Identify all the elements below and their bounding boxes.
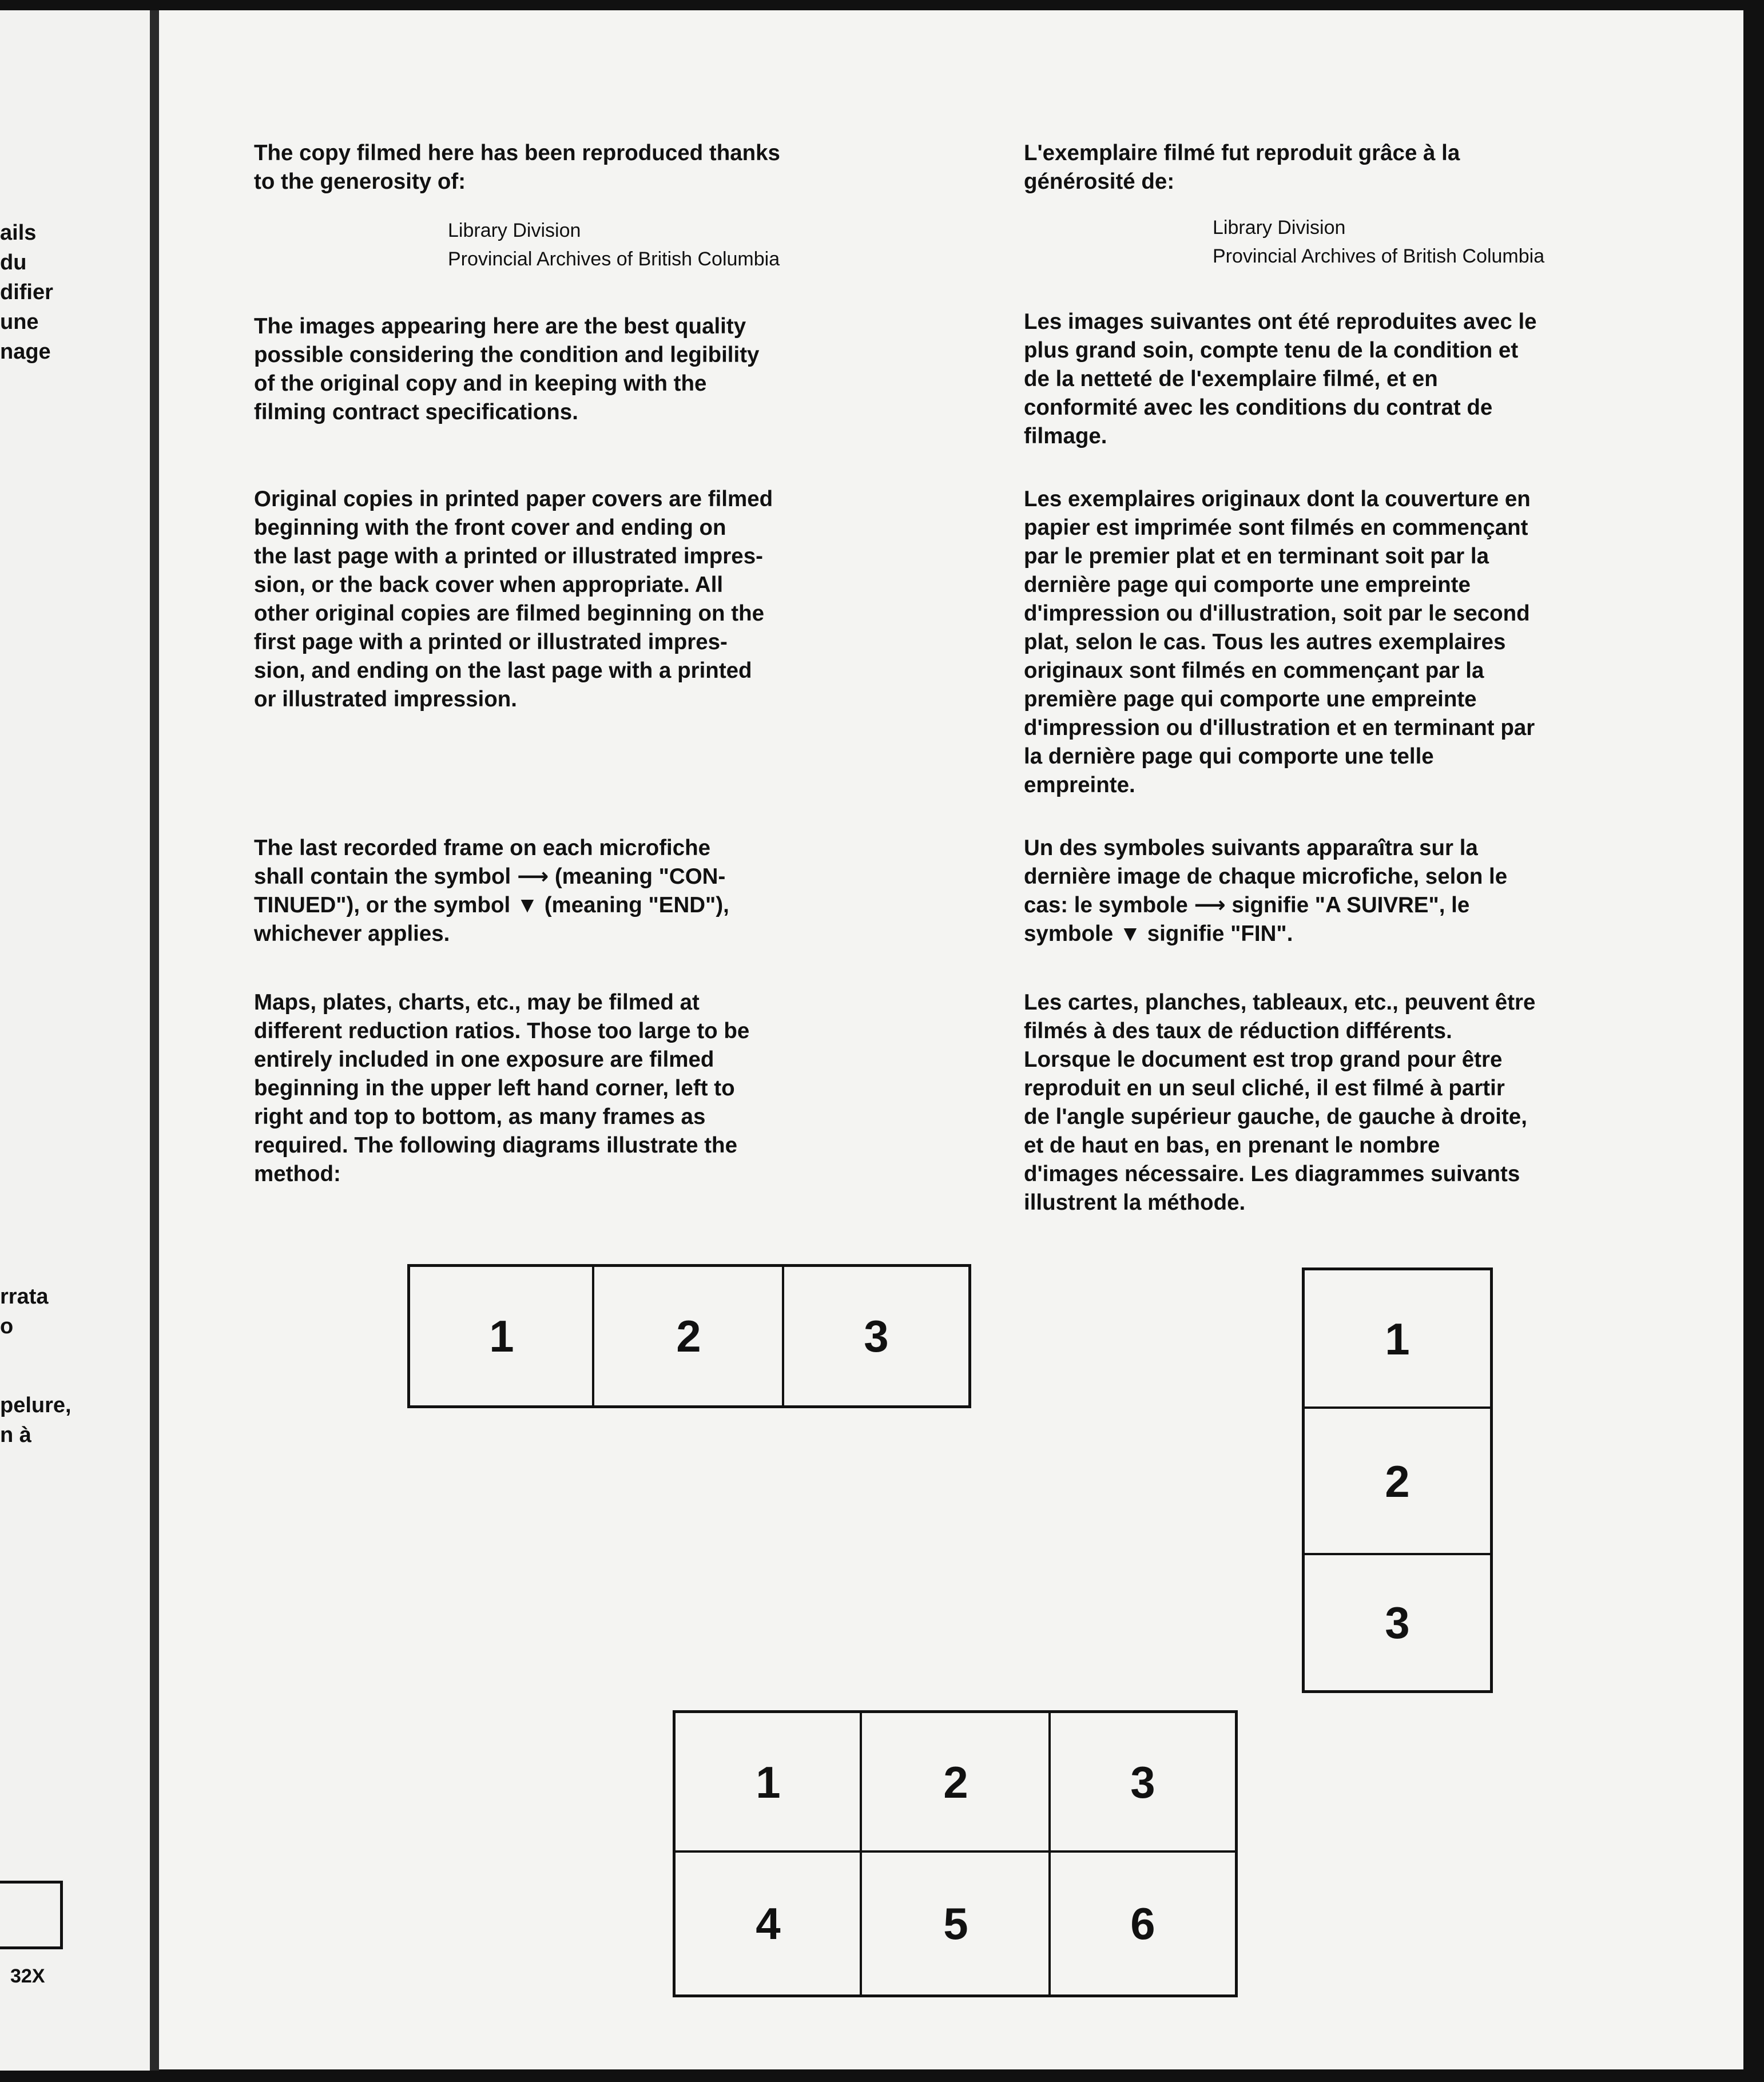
text-line: Lorsque le document est trop grand pour être [1024, 1047, 1503, 1072]
text-line: de l'angle supérieur gauche, de gauche à droite, [1024, 1104, 1527, 1129]
text-line: reproduit en un seul cliché, il est filmé à partir [1024, 1076, 1505, 1100]
text-line: sion, and ending on the last page with a printed [254, 658, 752, 683]
text-line: cas: le symbole ⟶ signifie "A SUIVRE", le [1024, 893, 1470, 917]
text-line: illustrent la méthode. [1024, 1190, 1246, 1215]
text-line: shall contain the symbol ⟶ (meaning "CON- [254, 864, 726, 889]
text-line: beginning with the front cover and ending on [254, 515, 726, 540]
text-line: de la netteté de l'exemplaire filmé, et en [1024, 367, 1438, 391]
fragment-text: difier [0, 280, 53, 304]
english-maps [254, 988, 749, 1189]
text-line: d'impression ou d'illustration, soit par le second [1024, 601, 1530, 626]
reduction-target-box [0, 1881, 63, 1949]
text-line: Les cartes, planches, tableaux, etc., peuvent être [1024, 990, 1536, 1015]
previous-page-edge [0, 10, 150, 2071]
text-line: The last recorded frame on each microfiche [254, 836, 711, 860]
text-line: filmage. [1024, 424, 1107, 448]
text-line: L'exemplaire filmé fut reproduit grâce à la [1024, 141, 1460, 165]
text-line: filming contract specifications. [254, 400, 578, 424]
frame-number: 2 [943, 1757, 968, 1807]
text-line: et de haut en bas, en prenant le nombre [1024, 1133, 1440, 1158]
text-line: TINUED"), or the symbol ▼ (meaning "END"), [254, 893, 729, 917]
text-line: whichever applies. [254, 921, 450, 946]
text-line: plus grand soin, compte tenu de la condition et [1024, 338, 1519, 363]
credit-line: Provincial Archives of British Columbia [448, 248, 780, 270]
text-line: par le premier plat et en terminant soit par la [1024, 544, 1489, 569]
fragment-text: du [0, 251, 27, 275]
frame-number: 1 [756, 1757, 781, 1807]
text-line: The images appearing here are the best quality [254, 314, 746, 339]
microfiche-notice-page [159, 10, 1743, 2069]
grid-frame-diagram [673, 1710, 1238, 1997]
english-quality [254, 312, 759, 427]
text-line: conformité avec les conditions du contrat de [1024, 395, 1493, 420]
text-line: d'images nécessaire. Les diagrammes suivants [1024, 1162, 1520, 1186]
text-line: dernière image de chaque microfiche, selon le [1024, 864, 1508, 889]
text-line: possible considering the condition and legibility [254, 343, 760, 367]
text-line: or illustrated impression. [254, 687, 517, 712]
text-line: dernière page qui comporte une empreinte [1024, 573, 1471, 597]
text-line: method: [254, 1162, 341, 1186]
text-line: Maps, plates, charts, etc., may be filmed at [254, 990, 700, 1015]
text-line: la dernière page qui comporte une telle [1024, 744, 1434, 769]
text-line: générosité de: [1024, 169, 1175, 194]
french-credit [1213, 213, 1544, 271]
fragment-text: pelure, [0, 1393, 71, 1417]
english-symbols [254, 834, 729, 948]
text-line: originaux sont filmés en commençant par la [1024, 658, 1484, 683]
french-intro [1024, 139, 1460, 196]
text-line: d'impression ou d'illustration et en terminant par [1024, 716, 1535, 740]
text-line: Les exemplaires originaux dont la couverture en [1024, 487, 1531, 511]
frame-number: 1 [489, 1310, 514, 1361]
text-line: other original copies are filmed beginning on the [254, 601, 765, 626]
reduction-ratio-label: 32X [10, 1965, 45, 1987]
text-line: of the original copy and in keeping with the [254, 371, 707, 396]
text-line: symbole ▼ signifie "FIN". [1024, 921, 1293, 946]
text-line: right and top to bottom, as many frames as [254, 1104, 706, 1129]
vertical-frame-diagram [1302, 1268, 1493, 1693]
text-line: filmés à des taux de réduction différents. [1024, 1019, 1452, 1043]
fragment-text: rrata [0, 1285, 49, 1309]
frame-number: 2 [1385, 1456, 1410, 1507]
text-line: entirely included in one exposure are filmed [254, 1047, 714, 1072]
french-maps [1024, 988, 1535, 1217]
text-line: required. The following diagrams illustrate the [254, 1133, 737, 1158]
text-line: the last page with a printed or illustrated impres- [254, 544, 763, 569]
horizontal-frame-diagram [407, 1264, 971, 1408]
fragment-text: n à [0, 1423, 31, 1447]
text-line: Un des symboles suivants apparaîtra sur la [1024, 836, 1478, 860]
fragment-text: ails [0, 221, 37, 245]
frame-number: 5 [943, 1898, 968, 1949]
page-gutter [150, 10, 159, 2071]
text-line: different reduction ratios. Those too large to be [254, 1019, 750, 1043]
english-intro [254, 139, 780, 196]
text-line: Original copies in printed paper covers are filmed [254, 487, 773, 511]
frame-number: 1 [1385, 1313, 1410, 1364]
fragment-text: nage [0, 340, 51, 364]
text-line: to the generosity of: [254, 169, 466, 194]
credit-line: Library Division [1213, 217, 1346, 239]
text-line: empreinte. [1024, 773, 1135, 797]
french-symbols [1024, 834, 1507, 948]
english-covers [254, 485, 773, 714]
text-line: Les images suivantes ont été reproduites avec le [1024, 309, 1537, 334]
text-line: première page qui comporte une empreinte [1024, 687, 1477, 712]
frame-number: 6 [1130, 1898, 1155, 1949]
french-quality [1024, 308, 1537, 451]
frame-number: 3 [864, 1310, 889, 1361]
text-line: first page with a printed or illustrated impres- [254, 630, 728, 654]
frame-number: 3 [1130, 1757, 1155, 1807]
text-line: beginning in the upper left hand corner, left to [254, 1076, 735, 1100]
frame-number: 4 [756, 1898, 781, 1949]
text-line: sion, or the back cover when appropriate. All [254, 573, 724, 597]
fragment-text: o [0, 1314, 14, 1338]
text-line: papier est imprimée sont filmés en commençant [1024, 515, 1528, 540]
english-credit [448, 216, 780, 273]
frame-number: 2 [676, 1310, 701, 1361]
credit-line: Provincial Archives of British Columbia [1213, 245, 1545, 267]
french-covers [1024, 485, 1535, 800]
frame-number: 3 [1385, 1597, 1410, 1648]
fragment-text: une [0, 310, 39, 334]
text-line: The copy filmed here has been reproduced thanks [254, 141, 780, 165]
text-line: plat, selon le cas. Tous les autres exemplaires [1024, 630, 1506, 654]
credit-line: Library Division [448, 220, 581, 241]
